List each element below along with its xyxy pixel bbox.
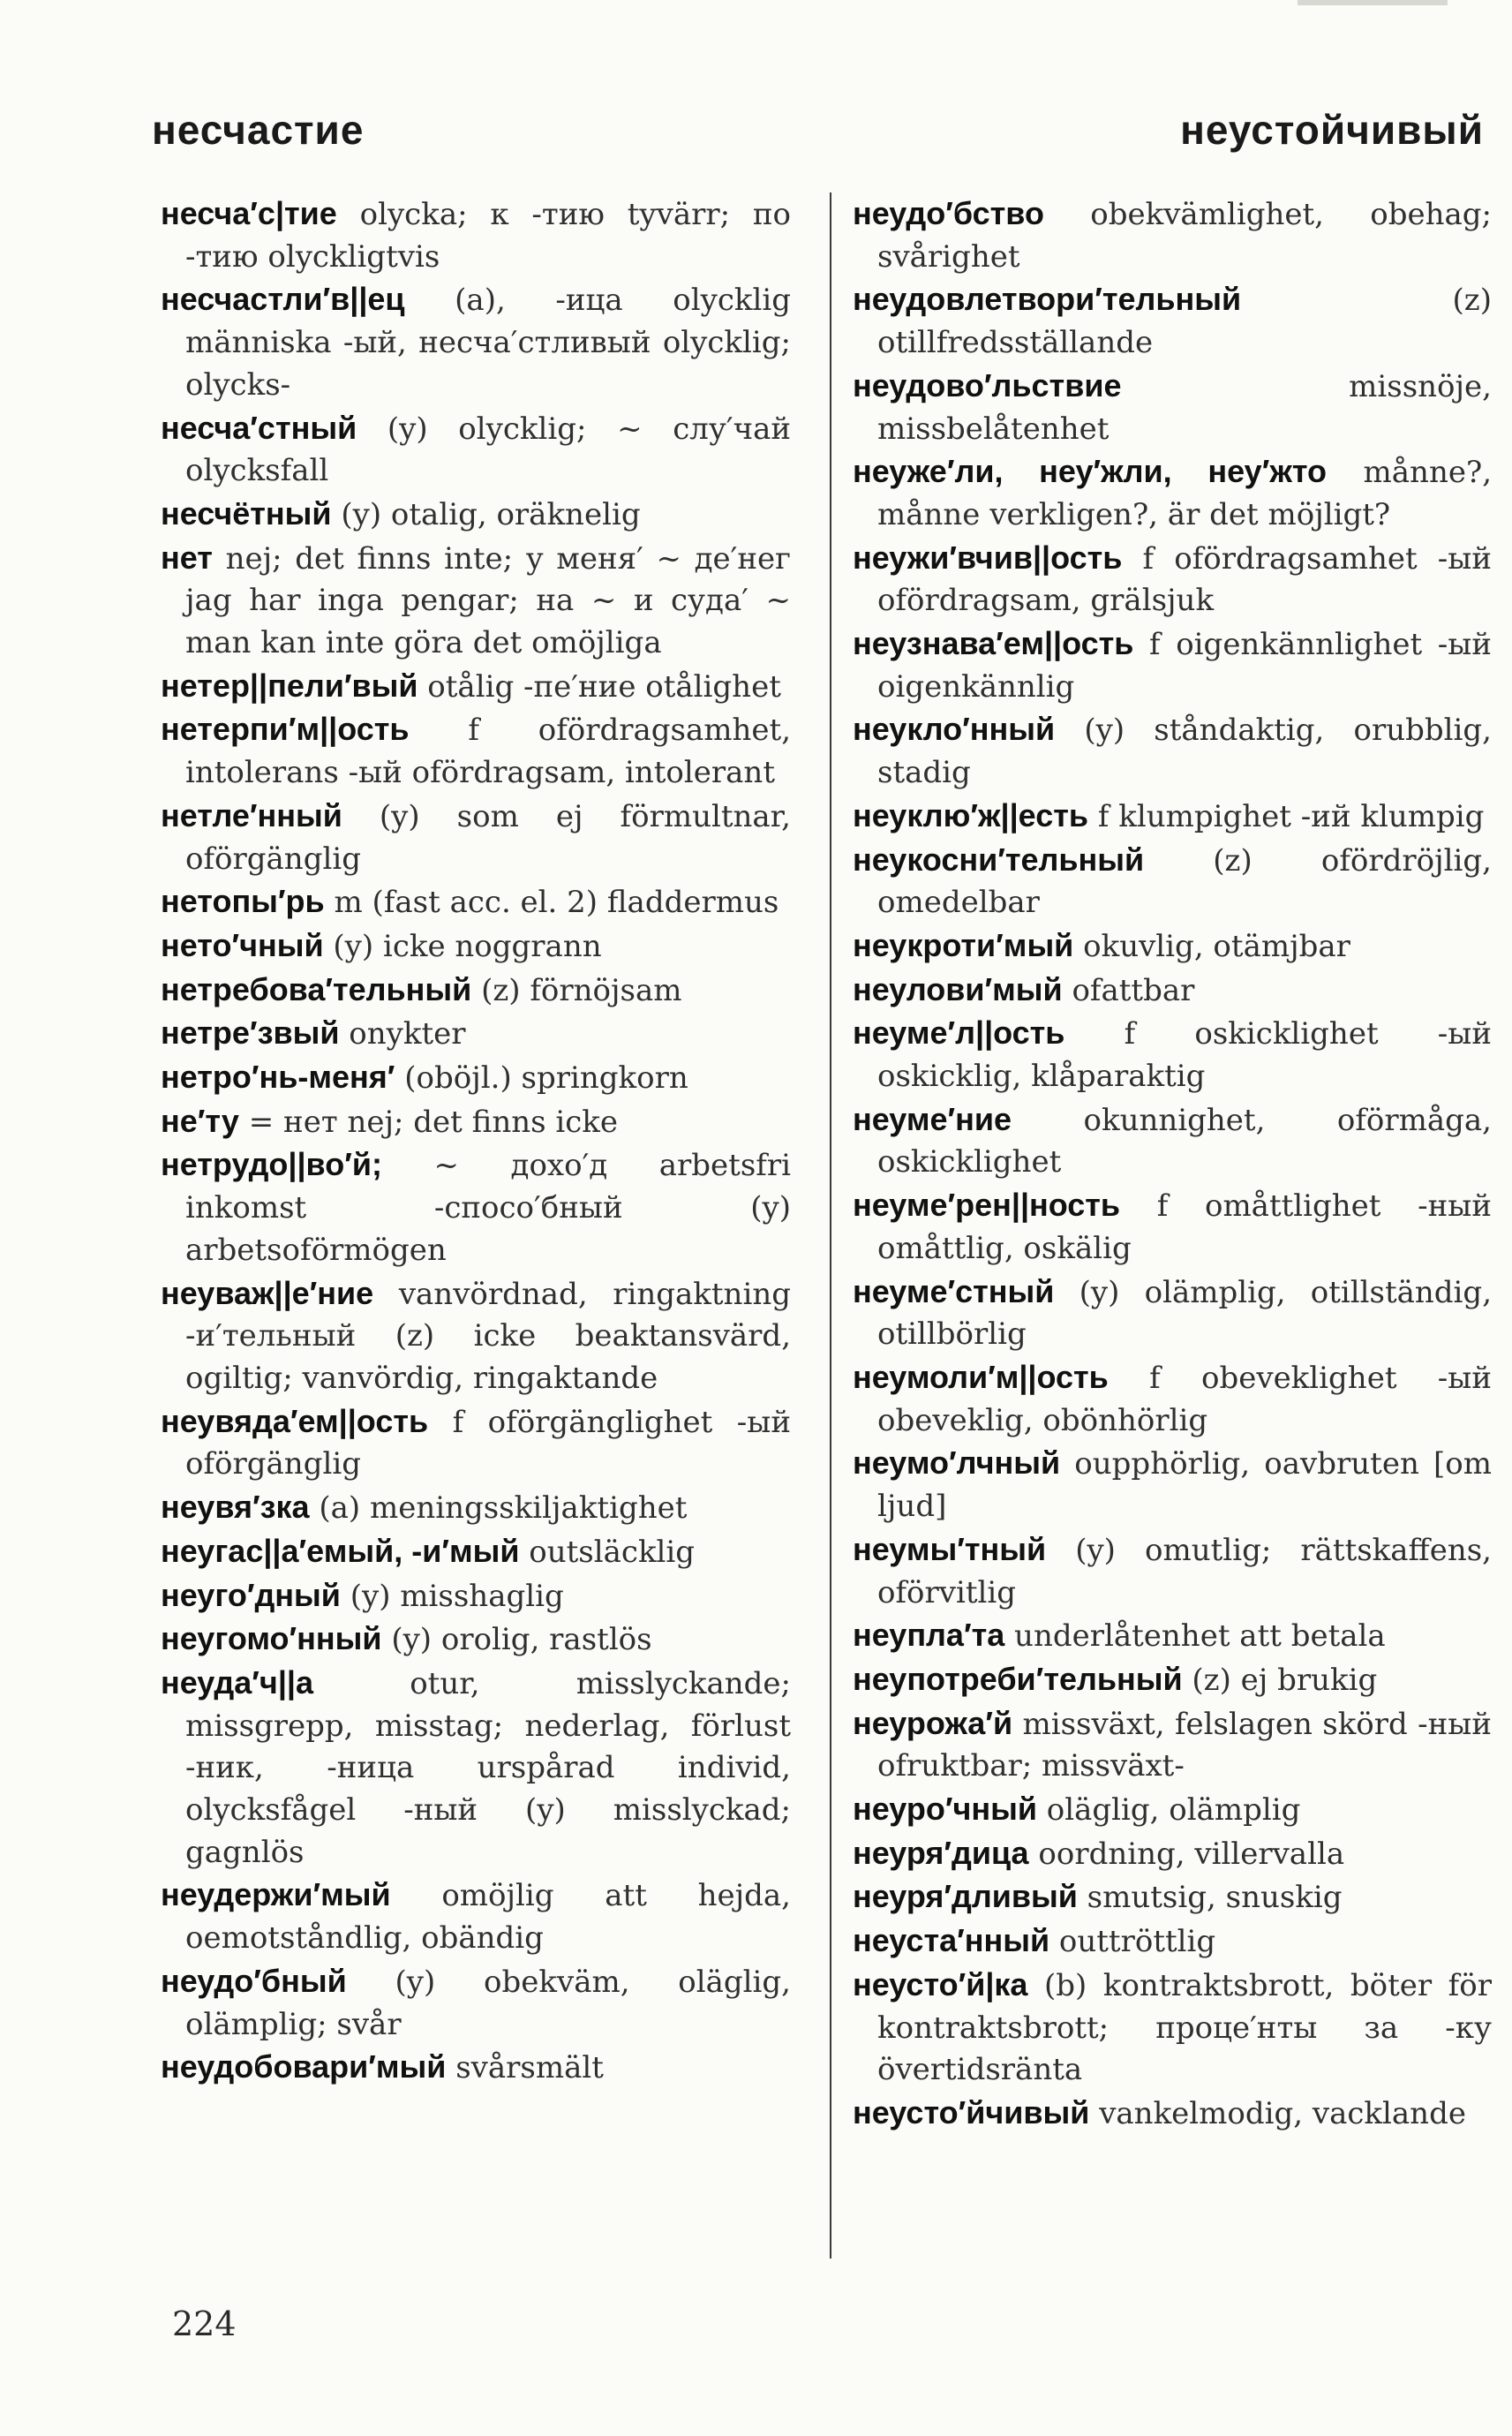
column-divider <box>830 192 831 2259</box>
dictionary-entry <box>161 1960 791 2046</box>
page-number: 224 <box>172 2304 237 2343</box>
entry-headword: неувяда′ем||ость <box>161 1402 429 1439</box>
entry-headword: неудово′льствие <box>853 366 1122 403</box>
entry-definition: (z) ej brukig <box>1192 1662 1378 1698</box>
entry-headword: неуже′ли, неу′жли, неу′жто <box>853 453 1327 490</box>
entry-headword: нетер||пели′вый <box>161 667 418 704</box>
dictionary-entry <box>853 1012 1492 1097</box>
dictionary-entry <box>161 192 791 278</box>
entry-headword: неупотреби′тельный <box>853 1660 1183 1697</box>
dictionary-entry <box>853 622 1492 708</box>
entry-definition: (y) omutlig; rättskaffens, oförvitlig <box>877 1532 1492 1610</box>
entry-definition: svårsmält <box>455 2050 604 2086</box>
entry-definition: (a) meningsskiljaktighet <box>319 1490 688 1527</box>
entry-headword: неудо′бный <box>161 1962 347 1999</box>
entry-definition: (y) ståndaktig, orubblig, stadig <box>877 713 1492 791</box>
dictionary-entry <box>853 708 1492 794</box>
entry-definition: nej; det finns inte; у меня′ ~ де′нег jag har inga pengar; на ~ и суда′ ~ man kan inte göra det omöjliga <box>185 540 791 661</box>
entry-headword: неуваж||е′ние <box>161 1274 374 1311</box>
dictionary-entry <box>161 880 791 924</box>
entry-headword: неумо′лчный <box>853 1444 1061 1482</box>
entry-definition: (y) misshaglig <box>350 1578 564 1614</box>
dictionary-entry <box>853 839 1492 924</box>
entry-definition: (y) olycklig; ~ слу′чай olycksfall <box>185 411 791 489</box>
entry-definition: f oigenkännlighet -ый oigenkännlig <box>877 627 1492 705</box>
entry-headword: неурожа′й <box>853 1704 1013 1741</box>
dictionary-entry <box>853 924 1492 969</box>
entry-definition: oupphörlig, oavbruten [om ljud] <box>877 1446 1492 1525</box>
dictionary-entry <box>161 1143 791 1271</box>
entry-definition: missväxt, felslagen skörd -ный ofruktbar; missväxt- <box>877 1706 1493 1784</box>
entry-headword: неугомо′нный <box>161 1620 382 1657</box>
entry-headword: неуря′дица <box>853 1834 1029 1871</box>
entry-headword: неукроти′мый <box>853 926 1074 963</box>
dictionary-entry <box>853 969 1492 1013</box>
entry-definition: missnöje, missbelåtenhet <box>877 368 1492 447</box>
dictionary-entry <box>853 192 1492 278</box>
entry-definition: oläglig, olämplig <box>1046 1792 1301 1829</box>
entry-definition: = нет nej; det finns icke <box>248 1104 619 1140</box>
entry-definition: otålig -пе′ние otålighet <box>427 668 781 705</box>
entry-headword: не′ту <box>161 1102 239 1139</box>
entry-headword: неуме′л||ость <box>853 1014 1065 1052</box>
entry-headword: нетопы′рь <box>161 883 325 920</box>
entry-definition: månne?, månne verkligen?, är det möjligt? <box>877 455 1493 532</box>
entry-definition: f obeveklighet -ый obeveklig, obönhörlig <box>877 1360 1492 1438</box>
dictionary-entry <box>853 795 1492 839</box>
entry-headword: неукосни′тельный <box>853 841 1145 878</box>
entry-headword: несча′с|тие <box>161 195 337 231</box>
entry-headword: нет <box>161 539 213 576</box>
scan-edge-line <box>1298 0 1448 5</box>
entry-headword: нетре′звый <box>161 1014 340 1052</box>
entry-definition: (b) kontraktsbrott, böter för kontraktsbrott; проце′нты за -ку övertidsränta <box>877 1967 1492 2088</box>
entry-headword: неудо′бство <box>853 195 1044 231</box>
entry-headword: неудержи′мый <box>161 1876 391 1913</box>
entry-definition: outtröttlig <box>1058 1924 1216 1960</box>
entry-headword: неугас||а′емый, -и′мый <box>161 1532 520 1569</box>
entry-headword: неужи′вчив||ость <box>853 539 1123 576</box>
entry-headword: неулови′мый <box>853 970 1063 1007</box>
entry-definition: otur, misslyckande; missgrepp, misstag; nederlag, förlust -ник, -ница urspårad individ, olycksfågel -ный (y) misslyckad; gagnlös <box>185 1665 791 1870</box>
dictionary-entry <box>161 1662 791 1874</box>
dictionary-entry <box>161 1400 791 1486</box>
dictionary-entry <box>853 1614 1492 1658</box>
dictionary-entry <box>161 537 791 665</box>
entry-definition: f oförgänglighet -ый oförgänglig <box>185 1404 792 1482</box>
dictionary-entry <box>853 1964 1492 2092</box>
dictionary-entry <box>853 2092 1492 2136</box>
dictionary-entry <box>853 1788 1492 1832</box>
entry-headword: неумы′тный <box>853 1530 1047 1567</box>
entry-definition: (z) förnöjsam <box>481 972 682 1008</box>
running-head-right: неустойчивый <box>1180 107 1484 153</box>
dictionary-entry <box>161 278 791 406</box>
entry-headword: неуме′стный <box>853 1272 1055 1309</box>
entry-headword: нетле′нный <box>161 796 342 833</box>
dictionary-entry <box>853 1702 1492 1788</box>
entry-headword: неуря′дливый <box>853 1878 1078 1915</box>
dictionary-entry <box>161 1486 791 1530</box>
dictionary-entry <box>161 1874 791 1959</box>
dictionary-entry <box>853 1658 1492 1702</box>
left-column <box>161 192 791 2090</box>
entry-headword: неуме′ние <box>853 1100 1012 1137</box>
dictionary-entry <box>853 1098 1492 1184</box>
entry-definition: (z) ofördröjlig, omedelbar <box>877 842 1492 921</box>
dictionary-entry <box>161 493 791 537</box>
dictionary-entry <box>161 1574 791 1618</box>
dictionary-entry <box>853 1919 1492 1964</box>
dictionary-entry <box>161 795 791 880</box>
entry-definition: f oskicklighet -ый oskicklig, klåparaktig <box>877 1016 1492 1095</box>
entry-headword: неудовлетвори′тельный <box>853 281 1242 318</box>
entry-definition: omöjlig att hejda, oemotståndlig, obändig <box>185 1878 791 1957</box>
entry-definition: olycka; к -тию tyvärr; по -тию olyckligtvis <box>185 197 792 275</box>
entry-headword: неузнава′ем||ость <box>853 625 1134 662</box>
dictionary-entry <box>853 1271 1492 1356</box>
entry-headword: неуклю′ж||есть <box>853 796 1089 833</box>
entry-definition: (oböjl.) springkorn <box>404 1060 688 1097</box>
entry-definition: oordning, villervalla <box>1038 1836 1345 1872</box>
dictionary-entry <box>161 708 791 794</box>
dictionary-entry <box>161 924 791 969</box>
dictionary-entry <box>853 365 1492 450</box>
entry-headword: нетребова′тельный <box>161 970 472 1007</box>
entry-definition: obekvämlighet, obehag; svårighet <box>877 197 1492 275</box>
entry-headword: неуго′дный <box>161 1576 341 1613</box>
dictionary-entry <box>161 1100 791 1144</box>
entry-headword: нето′чный <box>161 926 324 963</box>
entry-definition: (y) olämplig, otillständig, otillbörlig <box>877 1274 1493 1353</box>
dictionary-entry <box>853 1184 1492 1270</box>
entry-definition: smutsig, snuskig <box>1087 1880 1343 1916</box>
dictionary-entry <box>853 1832 1492 1876</box>
entry-definition: (y) orolig, rastlös <box>391 1622 652 1658</box>
entry-headword: неудобовари′мый <box>161 2048 447 2085</box>
entry-headword: несча′стный <box>161 409 357 446</box>
dictionary-entry <box>161 1056 791 1100</box>
dictionary-entry <box>853 1875 1492 1919</box>
entry-headword: неумоли′м||ость <box>853 1358 1109 1395</box>
entry-headword: неукло′нный <box>853 711 1056 748</box>
dictionary-entry <box>161 2046 791 2090</box>
entry-headword: неуме′рен||ность <box>853 1187 1121 1224</box>
dictionary-entry <box>161 1530 791 1574</box>
entry-headword: неуста′нный <box>853 1922 1050 1959</box>
dictionary-entry <box>161 969 791 1013</box>
entry-headword: неувя′зка <box>161 1489 310 1526</box>
entry-definition: (y) obekväm, oläglig, olämplig; svår <box>185 1964 791 2042</box>
entry-headword: неуда′ч||а <box>161 1663 313 1701</box>
dictionary-entry <box>161 1272 791 1400</box>
entry-definition: vankelmodig, vacklande <box>1099 2095 1466 2131</box>
entry-definition: (z) otillfredsställande <box>877 283 1492 361</box>
entry-definition: onykter <box>349 1016 466 1052</box>
entry-definition: ~ дохо′д arbetsfri inkomst -спосо′бный (y) arbetsoförmögen <box>185 1148 791 1268</box>
running-head-left: несчастие <box>152 107 365 153</box>
dictionary-entry <box>853 450 1492 536</box>
entry-definition: (y) som ej förmultnar, oförgänglig <box>185 798 791 877</box>
entry-definition: f ofördragsamhet -ый ofördragsam, grälsjuk <box>877 540 1492 619</box>
entry-headword: несчастли′в||ец <box>161 281 405 318</box>
dictionary-entry <box>161 1012 791 1056</box>
entry-headword: несчётный <box>161 494 332 532</box>
entry-definition: (a), -ица olycklig människa -ый, несча′стливый olycklig; olycks- <box>185 283 792 403</box>
entry-headword: нетрудо||во′й; <box>161 1146 382 1183</box>
right-column <box>853 192 1492 2136</box>
entry-headword: неупла′та <box>853 1617 1005 1654</box>
dictionary-entry <box>853 1528 1492 1614</box>
entry-definition: m (fast acc. el. 2) fladdermus <box>334 885 779 921</box>
dictionary-entry <box>161 407 791 493</box>
dictionary-entry <box>853 537 1492 622</box>
entry-definition: outsläcklig <box>529 1534 696 1570</box>
entry-definition: f omåttlighet -ный omåttlig, oskälig <box>877 1188 1492 1266</box>
dictionary-entry <box>853 1356 1492 1442</box>
dictionary-entry <box>161 665 791 709</box>
dictionary-entry <box>853 1442 1492 1527</box>
entry-definition: f klumpighet -ий klumpig <box>1097 798 1485 834</box>
entry-definition: ofattbar <box>1072 972 1195 1008</box>
entry-headword: неусто′йчивый <box>853 2093 1090 2131</box>
entry-definition: f ofördragsamhet, intolerans -ый ofördragsam, intolerant <box>185 713 791 791</box>
entry-definition: vanvördnad, ringaktning -и′тельный (z) icke beaktansvärd, ogiltig; vanvördig, ringaktande <box>185 1276 791 1396</box>
entry-headword: неусто′й|ка <box>853 1965 1028 2002</box>
entry-headword: нетерпи′м||ость <box>161 711 410 748</box>
entry-definition: okunnighet, oförmåga, oskicklighet <box>877 1102 1492 1180</box>
dictionary-entry <box>161 1618 791 1662</box>
entry-definition: underlåtenhet att betala <box>1014 1618 1386 1655</box>
entry-definition: (y) otalig, oräknelig <box>341 496 641 532</box>
entry-definition: okuvlig, otämjbar <box>1083 928 1350 964</box>
entry-definition: (y) icke noggrann <box>333 928 602 964</box>
entry-headword: нетро′нь-меня′ <box>161 1059 395 1096</box>
entry-headword: неуро′чный <box>853 1791 1037 1828</box>
dictionary-entry <box>853 278 1492 364</box>
